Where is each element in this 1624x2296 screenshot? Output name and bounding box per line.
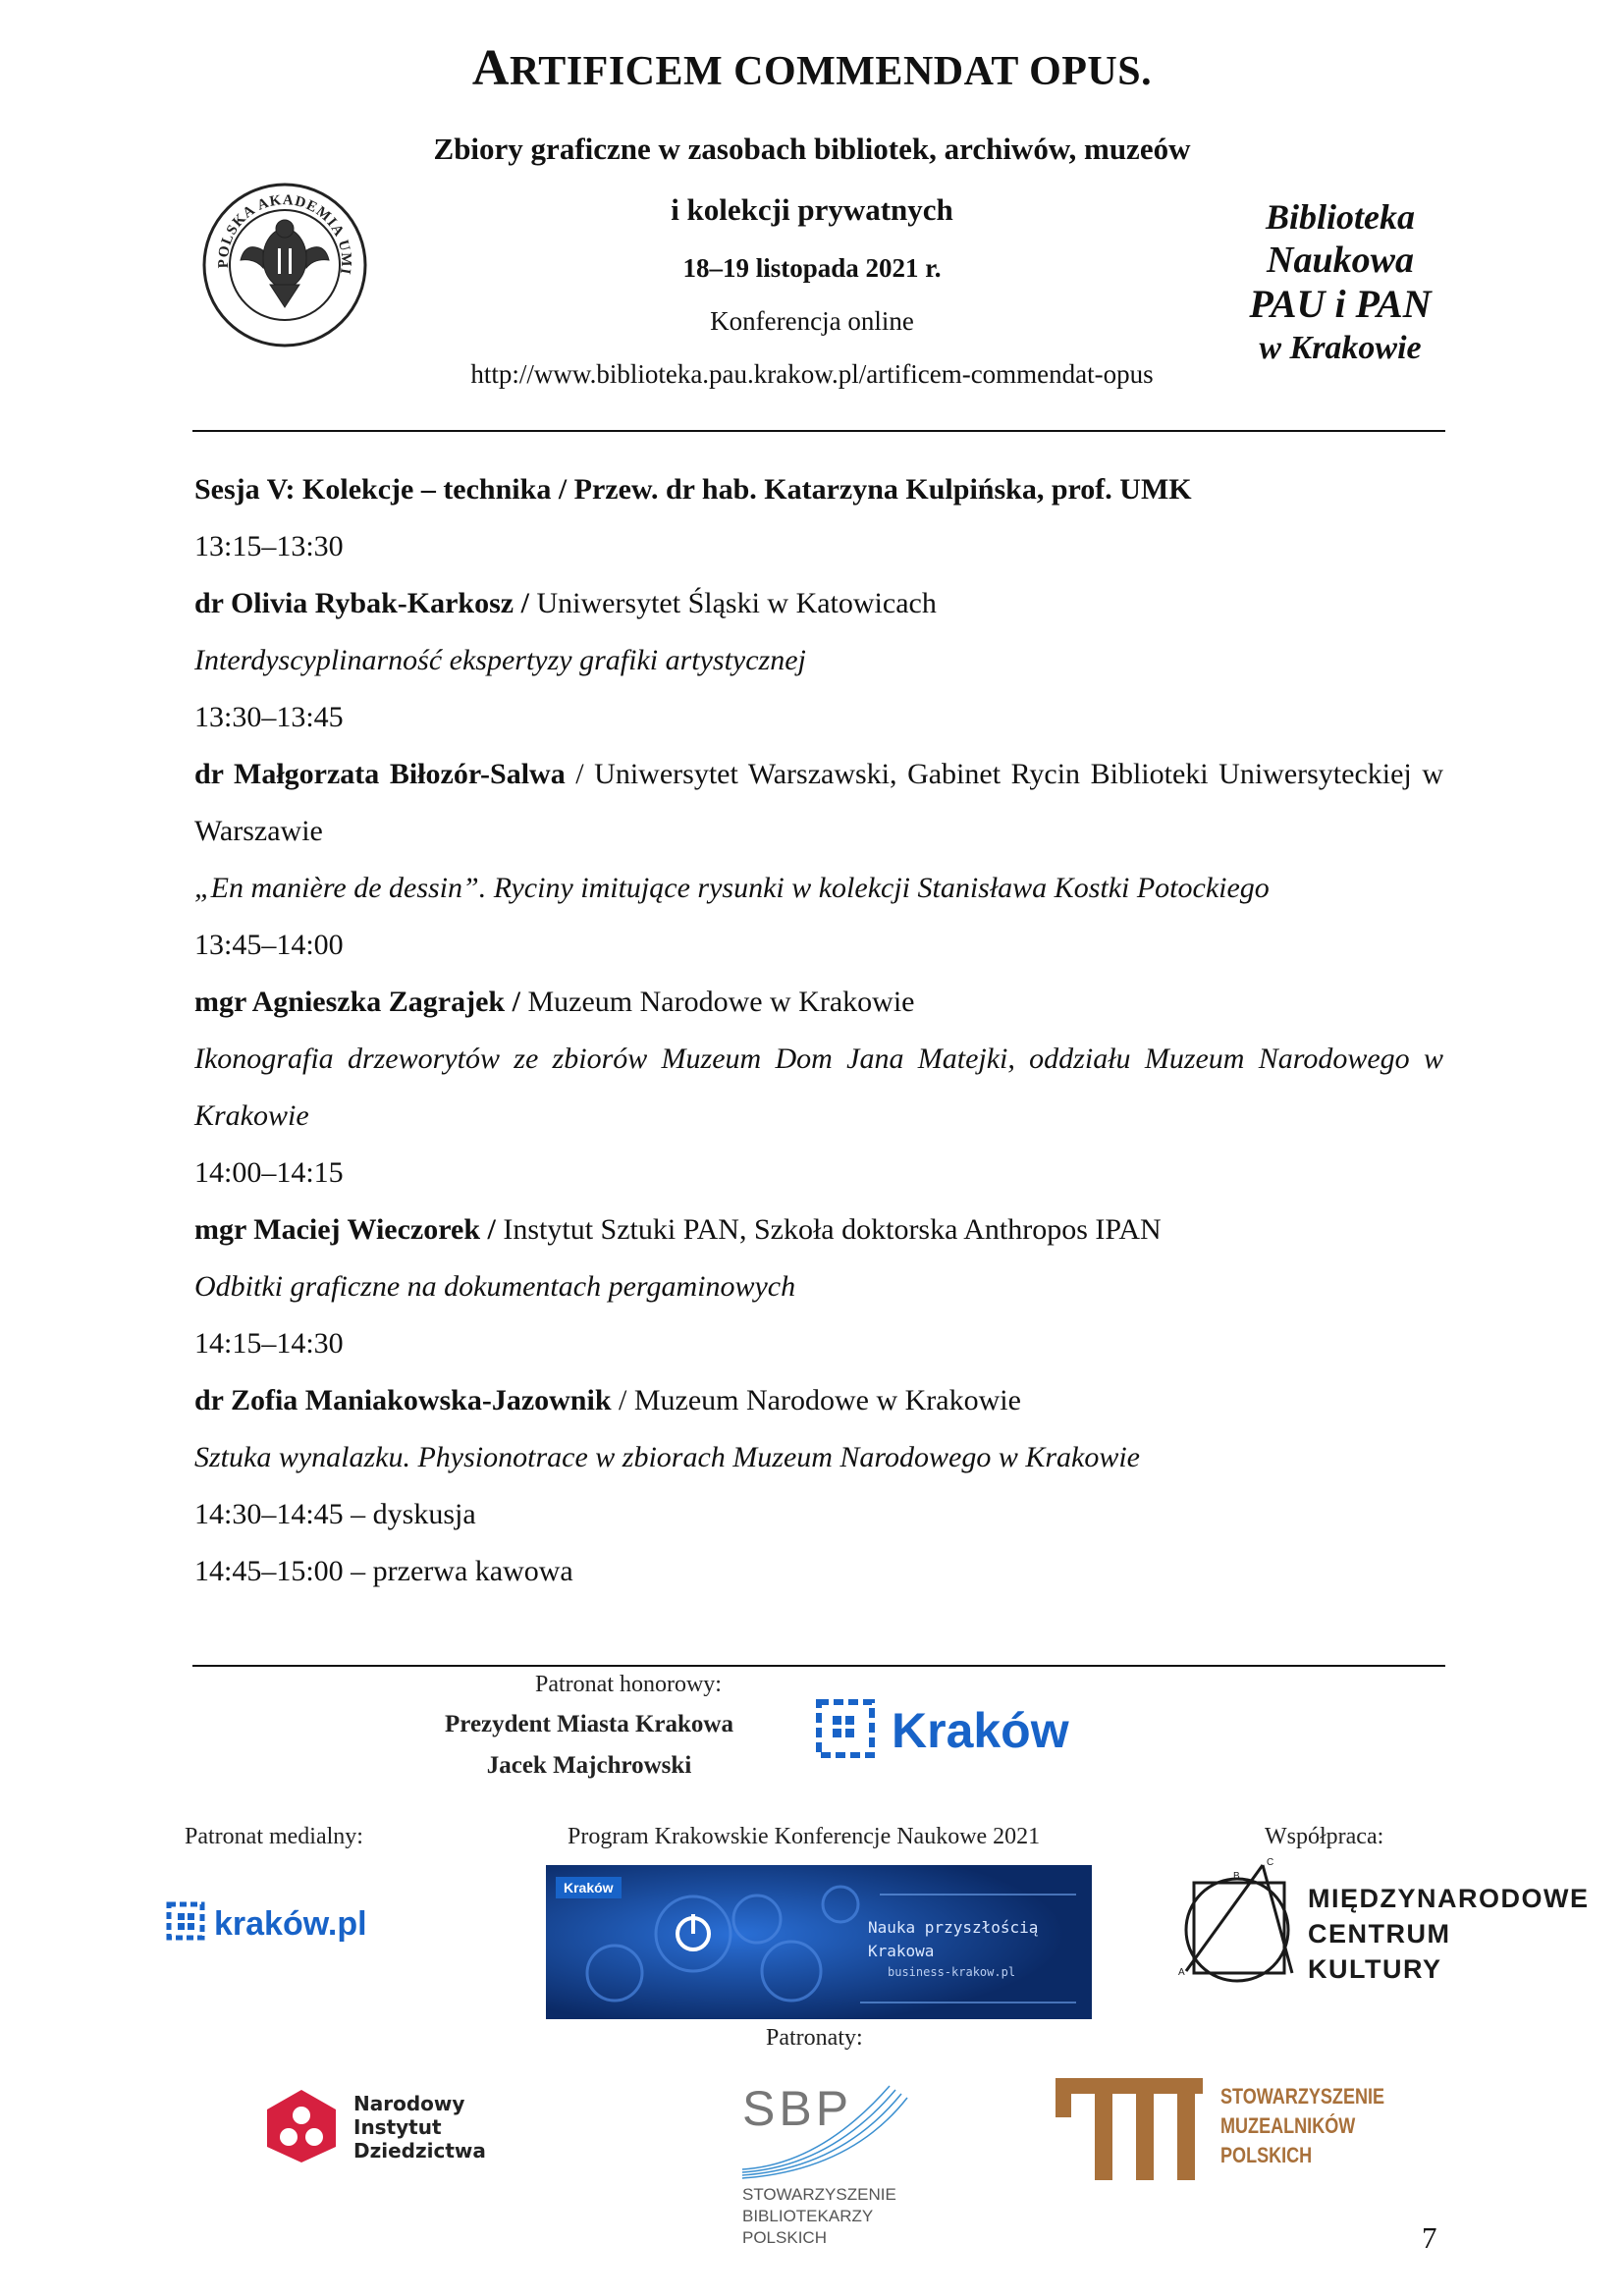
talk-title: Odbitki graficzne na dokumentach pergaminowych — [194, 1270, 796, 1303]
smp-line-3: POLSKICH — [1220, 2143, 1313, 2167]
banner-slogan-line-2: Krakowa — [868, 1942, 935, 1960]
talk-speaker-line: dr Zofia Maniakowska-Jazownik / Muzeum Narodowe w Krakowie — [194, 1384, 1021, 1416]
sbp-logo — [742, 2076, 919, 2253]
stowarzyszenie-muzealnikow-logo — [1056, 2076, 1389, 2184]
honorary-patron-title: Prezydent Miasta Krakowa — [445, 1711, 733, 1737]
speaker-affiliation: Uniwersytet Warszawski, Gabinet Rycin Biblioteki Uniwersyteckiej w Warszawie — [194, 758, 1443, 847]
footer-divider — [192, 1665, 1445, 1667]
conference-mode: Konferencja online — [710, 306, 914, 336]
talk-title: Interdyscyplinarność ekspertyzy grafiki artystycznej — [194, 644, 806, 676]
svg-text:SBP: SBP — [742, 2081, 853, 2136]
banner-krakow-tag: Kraków — [556, 1877, 622, 1898]
conference-dates: 18–19 listopada 2021 r. — [682, 253, 942, 283]
mck-line-2: CENTRUM — [1308, 1919, 1451, 1949]
nid-trefoil-icon — [257, 2086, 346, 2164]
krakow-pl-logo-icon — [167, 1900, 403, 1944]
talk-title: Sztuka wynalazku. Physionotrace w zbiorach Muzeum Narodowego w Krakowie — [194, 1441, 1140, 1473]
svg-text:Naukowa: Naukowa — [1267, 240, 1414, 281]
nid-line-3: Dziedzictwa — [353, 2139, 486, 2163]
krakow-pl-logo — [167, 1900, 403, 1944]
banner-slogan-line-1: Nauka przyszłością — [868, 1918, 1039, 1937]
smp-columns-icon — [1056, 2076, 1213, 2184]
sbp-wave-icon — [742, 2076, 919, 2179]
talk-speaker-line: dr Olivia Rybak-Karkosz / Uniwersytet Śląski w Katowicach — [194, 587, 937, 619]
talk-speaker-line: dr Małgorzata Biłozór-Salwa / Uniwersytet Warszawski, Gabinet Rycin Biblioteki Uniwersyteckiej w Warszawie — [194, 758, 1443, 847]
talk-time: 14:15–14:30 — [194, 1327, 344, 1360]
honorary-patron-name: Jacek Majchrowski — [486, 1752, 692, 1779]
talk-time: 13:45–14:00 — [194, 929, 344, 961]
talk-title: Ikonografia drzeworytów ze zbiorów Muzeum Dom Jana Matejki, oddziału Muzeum Narodowego w Krakowie — [194, 1042, 1443, 1132]
talk-speaker-line: mgr Maciej Wieczorek / Instytut Sztuki PAN, Szkoła doktorska Anthropos IPAN — [194, 1213, 1162, 1246]
patronages-label: Patronaty: — [766, 2025, 863, 2051]
subtitle-line-2: i kolekcji prywatnych — [671, 192, 953, 227]
coffee-break-slot: 14:45–15:00 – przerwa kawowa — [194, 1555, 573, 1587]
nid-line-1: Narodowy — [353, 2092, 465, 2115]
talk-speaker-line: mgr Agnieszka Zagrajek / Muzeum Narodowe w Krakowie — [194, 986, 915, 1018]
svg-text:Kraków: Kraków — [892, 1703, 1069, 1758]
speaker-name: mgr Maciej Wieczorek — [194, 1213, 481, 1246]
krakow-city-logo — [817, 1696, 1102, 1761]
speaker-affiliation: Uniwersytet Śląski w Katowicach — [536, 587, 937, 619]
nid-line-2: Instytut — [353, 2115, 442, 2139]
speaker-affiliation: Instytut Sztuki PAN, Szkoła doktorska Anthropos IPAN — [503, 1213, 1162, 1246]
speaker-name: dr Olivia Rybak-Karkosz — [194, 587, 514, 619]
svg-text:w Krakowie: w Krakowie — [1259, 330, 1422, 366]
miedzynarodowe-centrum-kultury-logo — [1168, 1855, 1591, 1993]
polska-akademia-umiejetnosci-seal-icon — [201, 182, 368, 348]
svg-text:C: C — [1267, 1857, 1274, 1868]
svg-text:A: A — [1178, 1967, 1185, 1978]
subtitle-line-1: Zbiory graficzne w zasobach bibliotek, archiwów, muzeów — [433, 132, 1191, 166]
media-patronage-label: Patronat medialny: — [185, 1824, 363, 1849]
talk-time: 13:30–13:45 — [194, 701, 344, 733]
page-number: 7 — [1422, 2220, 1437, 2255]
speaker-affiliation: Muzeum Narodowe w Krakowie — [633, 1384, 1021, 1416]
speaker-name: dr Zofia Maniakowska-Jazownik — [194, 1384, 612, 1416]
banner-website: business-krakow.pl — [888, 1965, 1016, 1979]
sbp-line-2: BIBLIOTEKARZY — [742, 2207, 874, 2225]
discussion-slot: 14:30–14:45 – dyskusja — [194, 1498, 476, 1530]
svg-text:kraków.pl: kraków.pl — [214, 1905, 367, 1943]
sbp-line-1: STOWARZYSZENIE — [742, 2185, 896, 2204]
talk-title: „En manière de dessin”. Ryciny imitujące rysunki w kolekcji Stanisława Kostki Potockiego — [194, 872, 1270, 904]
science-program-banner — [546, 1865, 1092, 2019]
honorary-patronage-label: Patronat honorowy: — [535, 1672, 722, 1697]
speaker-affiliation: Muzeum Narodowe w Krakowie — [527, 986, 915, 1018]
mck-geometric-icon — [1168, 1855, 1306, 1993]
sbp-line-3: POLSKICH — [742, 2228, 827, 2247]
conference-url[interactable]: http://www.biblioteka.pau.krakow.pl/artificem-commendat-opus — [470, 359, 1154, 389]
mck-line-1: MIĘDZYNARODOWE — [1308, 1884, 1590, 1913]
svg-text:POLSKA AKADEMIA UMIEJĘTNOŚCI: POLSKA AKADEMIA UMI — [215, 192, 354, 277]
smp-line-1: STOWARZYSZENIE — [1220, 2084, 1385, 2109]
svg-text:B: B — [1233, 1871, 1240, 1882]
program-label: Program Krakowskie Konferencje Naukowe 2021 — [568, 1824, 1041, 1849]
svg-text:Biblioteka: Biblioteka — [1266, 197, 1415, 237]
talk-time: 13:15–13:30 — [194, 530, 344, 562]
mck-line-3: KULTURY — [1308, 1954, 1442, 1984]
smp-line-2: MUZEALNIKÓW — [1220, 2113, 1356, 2138]
session-heading: Sesja V: Kolekcje – technika / Przew. dr hab. Katarzyna Kulpińska, prof. UMK — [194, 473, 1192, 506]
svg-text:PAU i PAN: PAU i PAN — [1249, 282, 1432, 326]
cooperation-label: Współpraca: — [1265, 1824, 1384, 1849]
speaker-name: mgr Agnieszka Zagrajek — [194, 986, 506, 1018]
narodowy-instytut-dziedzictwa-logo — [257, 2086, 503, 2164]
biblioteka-naukowa-logo-icon — [1249, 191, 1432, 373]
document-title: ARTIFICEM COMMENDAT OPUS. — [471, 40, 1153, 96]
talk-time: 14:00–14:15 — [194, 1156, 344, 1189]
speaker-name: dr Małgorzata Biłozór-Salwa — [194, 758, 566, 790]
header-divider — [192, 430, 1445, 432]
session-program — [194, 461, 1443, 1600]
krakow-logo-icon — [817, 1696, 1102, 1761]
